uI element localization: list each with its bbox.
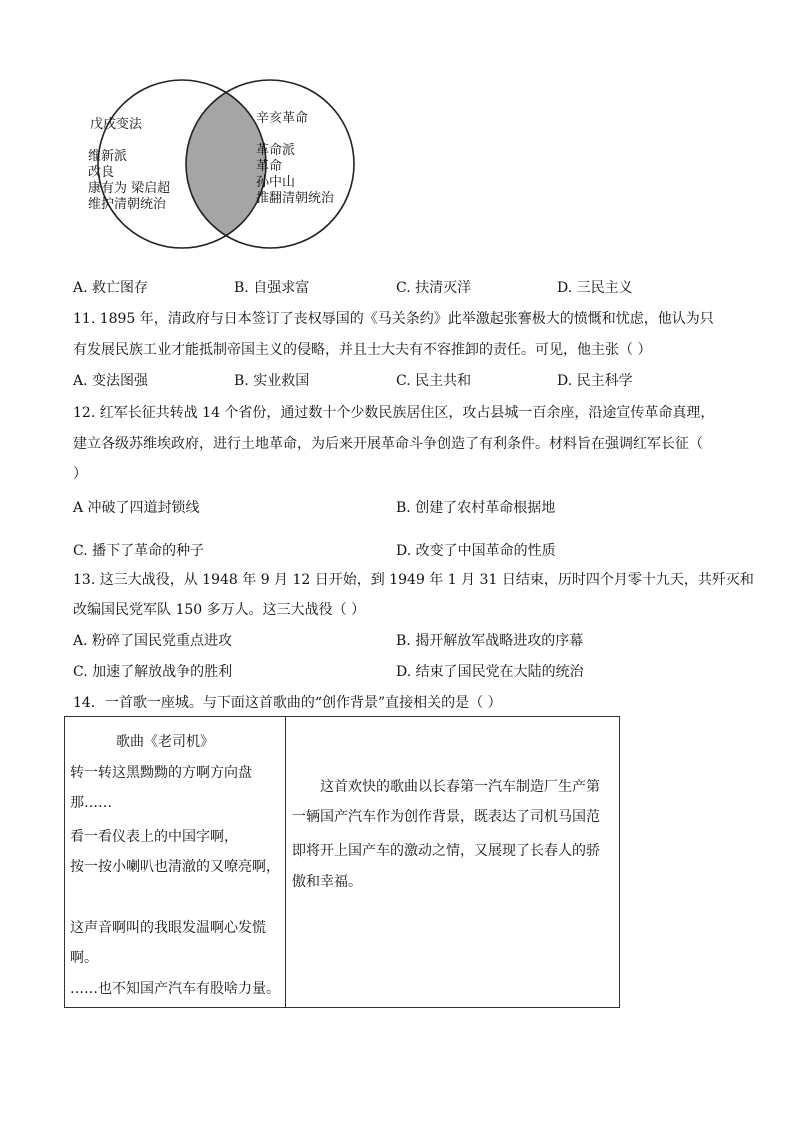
venn-diagram <box>70 70 370 270</box>
lyric-line: 按一按小喇叭也清澈的又嘹亮啊， <box>70 859 280 875</box>
background-line: 即将开上国产车的激动之情，又展现了长春人的骄 <box>292 843 600 859</box>
venn-left-item: 维新派 <box>88 149 128 164</box>
venn-right-item: 革命派 <box>256 143 296 158</box>
background-cell <box>286 717 620 1008</box>
venn-left-item: 康有为 梁启超 <box>88 181 171 196</box>
venn-left-item: 改良 <box>88 165 115 180</box>
venn-right-item: 推翻清朝统治 <box>256 191 335 206</box>
q10-option-b[interactable]: B. 自强求富 <box>234 280 310 296</box>
q13-option-d[interactable]: D. 结束了国民党在大陆的统治 <box>396 664 584 680</box>
q11-stem-line1: 11. 1895 年，清政府与日本签订了丧权辱国的《马关条约》此举激起张謇极大的愤慨和忧虑，他认为只 <box>73 311 714 327</box>
venn-graphic <box>70 70 370 270</box>
q11-option-b[interactable]: B. 实业救国 <box>234 373 310 389</box>
venn-right-item: 孙中山 <box>256 175 296 190</box>
lyric-line: 啊。 <box>70 950 98 966</box>
lyric-line: ……也不知国产汽车有股啥力量。 <box>70 981 280 997</box>
song-title: 歌曲《老司机》 <box>116 734 214 750</box>
background-line: 傲和幸福。 <box>292 874 362 890</box>
venn-right-title: 辛亥革命 <box>256 111 309 126</box>
q11-option-d[interactable]: D. 民主科学 <box>557 373 633 389</box>
lyric-line: 转一转这黑黝黝的方啊方向盘 <box>70 765 252 781</box>
q12-stem-line1: 12. 红军长征共转战 14 个省份，通过数十个少数民族居住区，攻占县城一百余座，沿途宣传革命真理， <box>73 405 715 421</box>
q11-option-a[interactable]: A. 变法图强 <box>73 373 149 389</box>
q13-option-b[interactable]: B. 揭开解放军战略进攻的序幕 <box>396 633 584 649</box>
q11-stem-line2: 有发展民族工业才能抵制帝国主义的侵略，并且士大夫有不容推卸的责任。可见，他主张（ ） <box>73 342 652 358</box>
q10-option-c[interactable]: C. 扶清灭洋 <box>396 280 472 296</box>
q14-stem: 14．一首歌一座城。与下面这首歌曲的“创作背景”直接相关的是（ ） <box>73 695 502 711</box>
lyric-line: 看一看仪表上的中国字啊， <box>70 829 238 845</box>
venn-right-item: 革命 <box>256 159 283 174</box>
q12-stem-line3: ） <box>73 466 87 482</box>
q13-stem-line2: 改编国民党军队 150 多万人。这三大战役（ ） <box>73 602 366 618</box>
venn-left-title: 戊戌变法 <box>90 117 143 132</box>
q13-option-c[interactable]: C. 加速了解放战争的胜利 <box>73 664 233 680</box>
lyric-line: 这声音啊叫的我眼发温啊心发慌 <box>70 920 266 936</box>
q13-stem-line1: 13. 这三大战役，从 1948 年 9 月 12 日开始，到 1949 年 1 月 31 日结束，历时四个月零十九天，共歼灭和 <box>73 572 754 588</box>
q12-stem-line2: 建立各级苏维埃政府，进行土地革命，为后来开展革命斗争创造了有利条件。材料旨在强调红军长征（ <box>73 436 703 452</box>
background-line: 一辆国产汽车作为创作背景，既表达了司机马国范 <box>292 809 600 825</box>
background-line: 这首欢快的歌曲以长春第一汽车制造厂生产第 <box>320 779 600 795</box>
q12-option-d[interactable]: D. 改变了中国革命的性质 <box>396 543 556 559</box>
q13-option-a[interactable]: A. 粉碎了国民党重点进攻 <box>73 633 233 649</box>
q12-option-b[interactable]: B. 创建了农村革命根据地 <box>396 500 556 516</box>
q12-option-a[interactable]: A 冲破了四道封锁线 <box>73 500 200 516</box>
venn-left-item: 维护清朝统治 <box>88 197 167 212</box>
lyric-line: 那…… <box>70 795 112 811</box>
q10-option-d[interactable]: D. 三民主义 <box>557 280 633 296</box>
q11-option-c[interactable]: C. 民主共和 <box>396 373 472 389</box>
q10-option-a[interactable]: A. 救亡图存 <box>73 280 149 296</box>
q12-option-c[interactable]: C. 播下了革命的种子 <box>73 543 205 559</box>
